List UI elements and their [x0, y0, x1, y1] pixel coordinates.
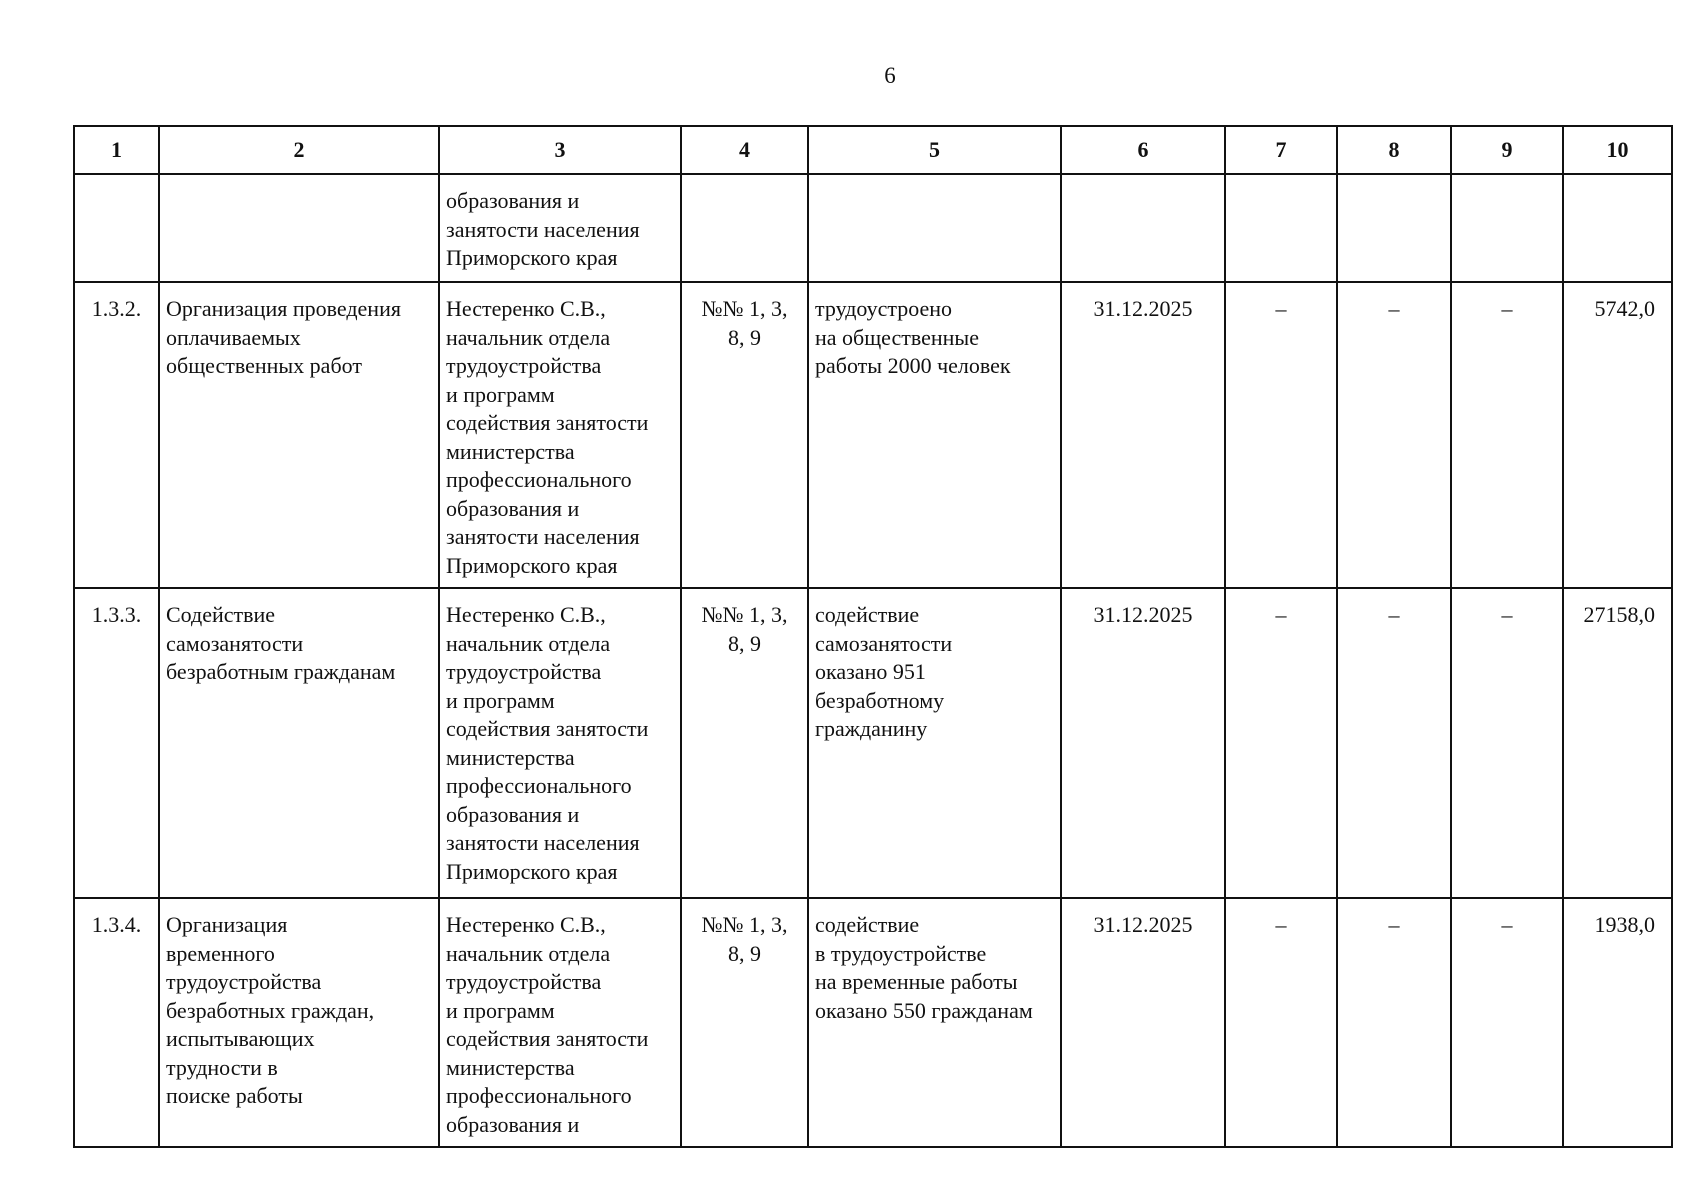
cell-activity: Содействие самозанятости безработным гражданам [166, 602, 396, 684]
cell-responsible: Нестеренко С.В., начальник отдела трудоустройства и программ содействия занятости министерства профессионального образования и [446, 912, 649, 1137]
cell-empty [1337, 174, 1451, 282]
cell-col7: – [1275, 296, 1287, 321]
cell-amount: 5742,0 [1594, 296, 1655, 321]
cell-col7: – [1275, 602, 1287, 627]
cell-responsible: Нестеренко С.В., начальник отдела трудоустройства и программ содействия занятости министерства профессионального образования и занятости населения Приморского края [446, 602, 649, 884]
cell-col9: – [1501, 912, 1513, 937]
cell-indicators: №№ 1, 3, 8, 9 [701, 602, 788, 656]
cell-date: 31.12.2025 [1093, 296, 1193, 321]
cell-responsible: образования и занятости населения Приморского края [446, 188, 640, 270]
cell-col7: – [1275, 912, 1287, 937]
cell-col8: – [1388, 296, 1400, 321]
header-col-8: 8 [1337, 126, 1451, 174]
plan-table [73, 125, 1673, 1148]
header-row [74, 126, 1672, 174]
header-col-1: 1 [74, 126, 159, 174]
cell-indicators: №№ 1, 3, 8, 9 [701, 296, 788, 350]
cell-empty [681, 174, 808, 282]
cell-empty [1451, 174, 1563, 282]
cell-date: 31.12.2025 [1093, 912, 1193, 937]
header-col-7: 7 [1225, 126, 1337, 174]
header-col-2: 2 [159, 126, 439, 174]
cell-empty [1061, 174, 1225, 282]
cell-code: 1.3.4. [91, 912, 142, 937]
cell-empty [74, 174, 159, 282]
header-col-3: 3 [439, 126, 681, 174]
table-row [74, 282, 1672, 588]
header-col-9: 9 [1451, 126, 1563, 174]
header-col-4: 4 [681, 126, 808, 174]
cell-activity: Организация временного трудоустройства безработных граждан, испытывающих трудности в поиске работы [166, 912, 375, 1108]
cell-col9: – [1501, 602, 1513, 627]
table-row-continuation [74, 174, 1672, 282]
header-col-10: 10 [1563, 126, 1672, 174]
table-row [74, 588, 1672, 898]
cell-amount: 27158,0 [1583, 602, 1655, 627]
cell-amount: 1938,0 [1594, 912, 1655, 937]
cell-date: 31.12.2025 [1093, 602, 1193, 627]
cell-col8: – [1388, 912, 1400, 937]
cell-empty [808, 174, 1061, 282]
cell-empty [1225, 174, 1337, 282]
cell-responsible: Нестеренко С.В., начальник отдела трудоустройства и программ содействия занятости министерства профессионального образования и занятости населения Приморского края [446, 296, 649, 578]
cell-result: трудоустроено на общественные работы 2000 человек [815, 296, 1011, 378]
cell-indicators: №№ 1, 3, 8, 9 [701, 912, 788, 966]
cell-col9: – [1501, 296, 1513, 321]
cell-empty [1563, 174, 1672, 282]
cell-empty [159, 174, 439, 282]
header-col-5: 5 [808, 126, 1061, 174]
table-row [74, 898, 1672, 1147]
header-col-6: 6 [1061, 126, 1225, 174]
cell-code: 1.3.3. [91, 602, 142, 627]
cell-result: содействие в трудоустройстве на временные работы оказано 550 гражданам [815, 912, 1033, 1023]
cell-code: 1.3.2. [91, 296, 142, 321]
cell-col8: – [1388, 602, 1400, 627]
cell-activity: Организация проведения оплачиваемых общественных работ [166, 296, 401, 378]
page-number: 6 [884, 63, 896, 88]
cell-result: содействие самозанятости оказано 951 безработному гражданину [815, 602, 953, 741]
